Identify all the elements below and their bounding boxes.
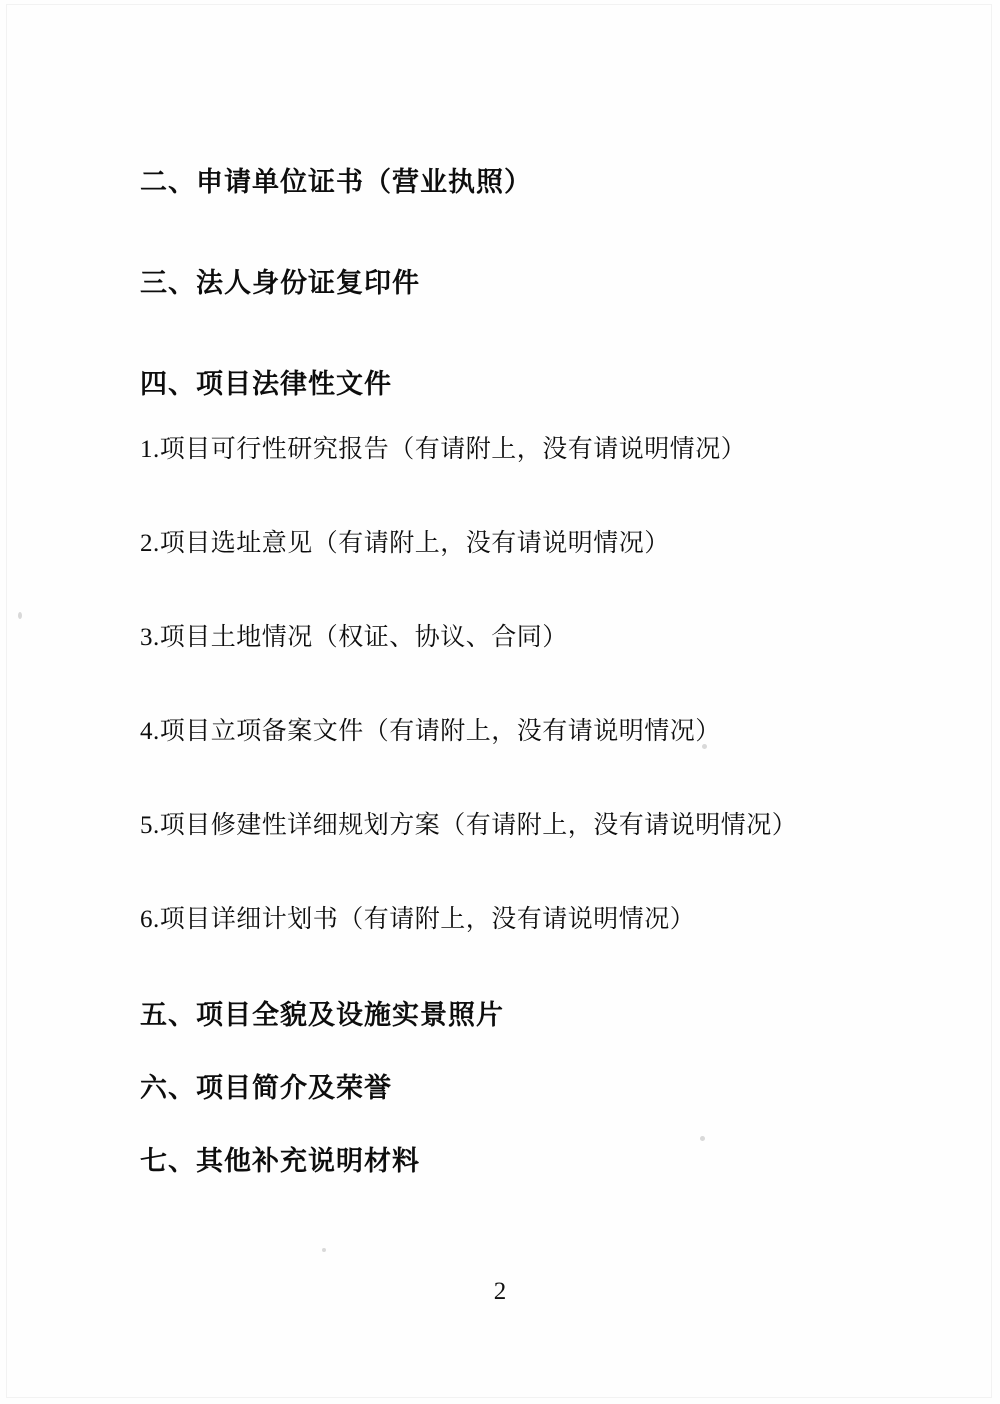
section-heading-3: 三、法人身份证复印件	[140, 268, 420, 299]
list-item: 4.项目立项备案文件（有请附上，没有请说明情况）	[140, 718, 721, 745]
scan-speck	[18, 612, 22, 619]
page-number: 2	[493, 1278, 507, 1305]
list-item: 2.项目选址意见（有请附上，没有请说明情况）	[140, 530, 670, 557]
list-item: 1.项目可行性研究报告（有请附上，没有请说明情况）	[140, 436, 747, 463]
section-heading-4: 四、项目法律性文件	[140, 369, 392, 400]
section-heading-2: 二、申请单位证书（营业执照）	[140, 167, 532, 198]
list-item: 5.项目修建性详细规划方案（有请附上，没有请说明情况）	[140, 812, 798, 839]
scan-speck	[322, 1248, 326, 1252]
trailing-sections	[140, 993, 900, 1178]
list-item: 3.项目土地情况（权证、协议、合同）	[140, 624, 568, 651]
section-4-item-list	[140, 429, 900, 935]
section-heading-6: 六、项目简介及荣誉	[140, 1073, 392, 1104]
document-body	[140, 160, 900, 1212]
section-heading-7: 七、其他补充说明材料	[140, 1146, 420, 1177]
list-item: 6.项目详细计划书（有请附上，没有请说明情况）	[140, 906, 696, 933]
section-heading-5: 五、项目全貌及设施实景照片	[140, 1000, 504, 1031]
